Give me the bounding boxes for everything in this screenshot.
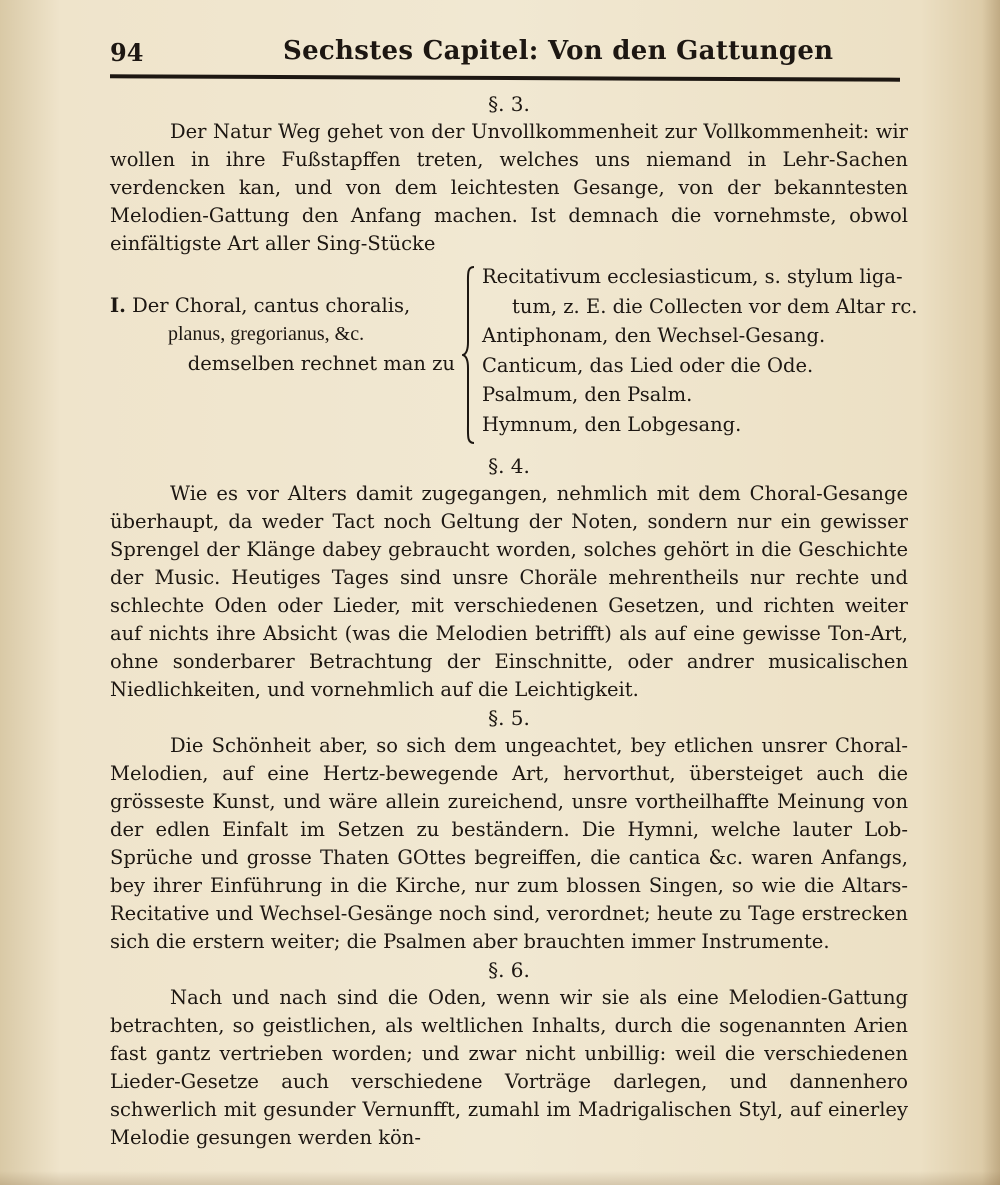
page-header [108,30,908,74]
running-title: Sechstes Capitel: Von den Gattungen [283,36,834,66]
page-edge-shadow [982,0,1000,1185]
page-bottom-shadow [0,1171,1000,1185]
curly-brace-icon [462,266,476,444]
brace-item: tum, z. E. die Collecten vor dem Altar rc. [512,294,918,318]
choral-latin-names: planus, gregorianus, &c. [168,323,365,345]
brace-item: Canticum, das Lied oder die Ode. [482,353,814,377]
choral-heading-text: Der Choral, cantus choralis, [132,294,411,317]
brace-item: Hymnum, den Lobgesang. [482,412,742,436]
paragraph-5: Die Schönheit aber, so sich dem ungeachtet, bey etlichen unsrer Choral-Melodien, auf eine Hertz-bewegende Art, hervorthut, übersteiget auch die grösseste Kunst, und wäre allein zureichend, unsre vortheilhaffte Meinung von der edlen Einfalt im Setzen zu beständern. Die Hymni, welche lauter Lob-Sprüche und grosse Thaten GOttes begreiffen, die cantica &c. waren Anfangs, bey ihrer Einführung in die Kirche, nur zum blossen Singen, so wie die Altars-Recitative und Wechsel-Gesänge noch sind, verordnet; heute zu Tage erstrecken sich die erstern weiter; die Psalmen aber brauchten immer Instrumente. [110,734,908,953]
roman-numeral: I. [110,294,126,317]
section-mark-5: §. 5. [488,706,530,730]
choral-classification [110,262,918,452]
section-mark-4: §. 4. [488,454,530,478]
page-number: 94 [110,38,144,67]
brace-item: Antiphonam, den Wechsel-Gesang. [482,324,826,347]
choral-heading [110,292,455,320]
section-mark-3: §. 3. [488,92,530,116]
section-mark-6: §. 6. [488,958,530,982]
paragraph-6: Nach und nach sind die Oden, wenn wir sie als eine Melodien-Gattung betrachten, so geistlichen, als weltlichen Inhalts, durch die sogenannten Arien fast gantz vertrieben worden; und zwar nicht unbillig: weil die verschiedenen Lieder-Gesetze auch verschiedene Vorträge darlegen, und dannenhero schwerlich mit gesunder Vernunfft, zumahl im Madrigalischen Styl, auf einerley Melodie gesungen werden kön- [110,986,908,1149]
brace-item: Recitativum ecclesiasticum, s. stylum liga- [482,265,903,288]
brace-left-column [110,292,455,380]
header-rule [110,74,900,81]
page-body [110,90,918,1152]
brace-item: Psalmum, den Psalm. [482,383,693,406]
paragraph-4: Wie es vor Alters damit zugegangen, nehmlich mit dem Choral-Gesange überhaupt, da weder Tact noch Geltung der Noten, sondern nur ein gewisser Sprengel der Klänge dabey gebraucht worden, solches gehört in die Geschichte der Music. Heutiges Tages sind unsre Choräle mehrentheils nur rechte und schlechte Oden oder Lieder, mit verschiedenen Gesetzen, und richten weiter auf nichts ihre Absicht (was die Melodien betrifft) als auf eine gewisse Ton-Art, ohne sonderbarer Betrachtung der Einschnitte, oder andrer musicalischen Niedlichkeiten, und vornehmlich auf die Leichtigkeit. [110,482,908,701]
paragraph-3: Der Natur Weg gehet von der Unvollkommenheit zur Vollkommenheit: wir wollen in ihre Fußstapffen treten, welches uns niemand in Lehr-Sachen verdencken kan, und von dem leichtesten Gesange, von der bekanntesten Melodien-Gattung den Anfang machen. Ist demnach die vornehmste, obwol einfältigste Art aller Sing-Stücke [110,120,908,255]
brace-right-column [482,262,918,439]
choral-includes-label: demselben rechnet man zu [187,352,455,375]
